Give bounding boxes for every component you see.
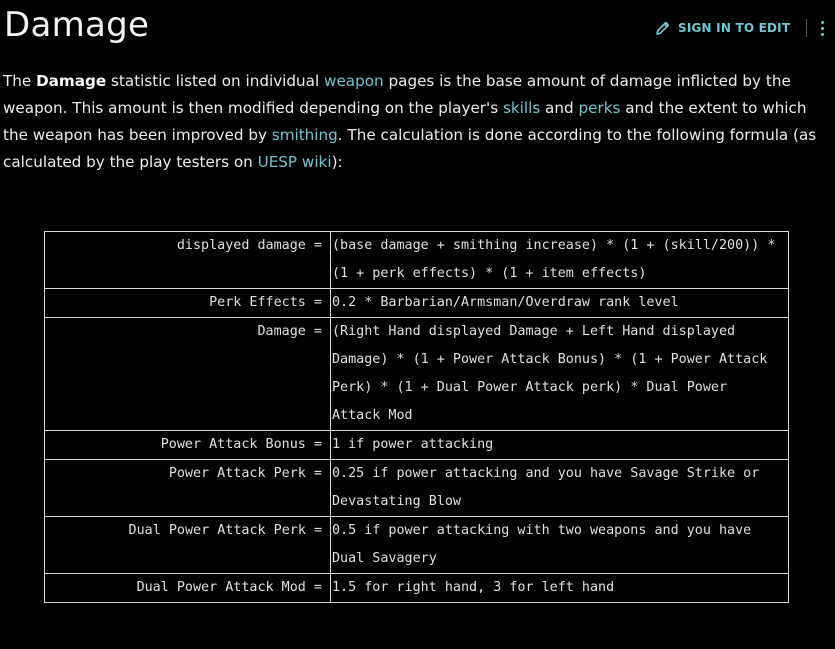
formula-label: Dual Power Attack Mod = <box>45 574 331 603</box>
table-row <box>45 318 789 431</box>
table-row <box>45 574 789 603</box>
sign-in-to-edit-button[interactable] <box>654 19 790 37</box>
formula-value: 0.25 if power attacking and you have Savage Strike or Devastating Blow <box>331 460 789 517</box>
formula-label: Power Attack Bonus = <box>45 431 331 460</box>
formula-label: Perk Effects = <box>45 289 331 318</box>
formula-label: Damage = <box>45 318 331 431</box>
table-row <box>45 431 789 460</box>
formula-value: (base damage + smithing increase) * (1 + (skill/200)) * (1 + perk effects) * (1 + item effects) <box>331 232 789 289</box>
formula-label: Dual Power Attack Perk = <box>45 517 331 574</box>
formula-value: 0.5 if power attacking with two weapons and you have Dual Savagery <box>331 517 789 574</box>
table-row <box>45 517 789 574</box>
formula-value: 0.2 * Barbarian/Armsman/Overdraw rank level <box>331 289 789 318</box>
link-uesp-wiki[interactable]: UESP wiki <box>257 153 332 171</box>
formula-label: Power Attack Perk = <box>45 460 331 517</box>
toolbar-divider <box>806 19 807 37</box>
formula-value: 1.5 for right hand, 3 for left hand <box>331 574 789 603</box>
sign-in-to-edit-label: SIGN IN TO EDIT <box>678 21 791 35</box>
more-options-icon[interactable] <box>817 21 828 36</box>
link-weapon[interactable]: weapon <box>324 72 384 90</box>
page-actions <box>654 16 828 40</box>
pencil-icon <box>654 19 672 37</box>
table-row <box>45 232 789 289</box>
table-row <box>45 460 789 517</box>
link-skills[interactable]: skills <box>502 99 541 117</box>
link-perks[interactable]: perks <box>578 99 621 117</box>
table-row <box>45 289 789 318</box>
link-smithing[interactable]: smithing <box>271 126 338 144</box>
formula-value: (Right Hand displayed Damage + Left Hand displayed Damage) * (1 + Power Attack Bonus) * (1 + Power Attack Perk) * (1 + Dual Power Attack perk) * Dual Power Attack Mod <box>331 318 789 431</box>
damage-term: Damage <box>36 72 107 90</box>
formula-label: displayed damage = <box>45 232 331 289</box>
formula-value: 1 if power attacking <box>331 431 789 460</box>
page-title: Damage <box>4 5 150 45</box>
damage-formula-table <box>44 231 789 603</box>
intro-paragraph: The Damage statistic listed on individual weapon pages is the base amount of damage inflicted by the weapon. This amount is then modified depending on the player's skills and perks and the extent to which the weapon has been improved by smithing. The calculation is done according to the following formula (as calculated by the play testers on UESP wiki): <box>3 72 817 171</box>
